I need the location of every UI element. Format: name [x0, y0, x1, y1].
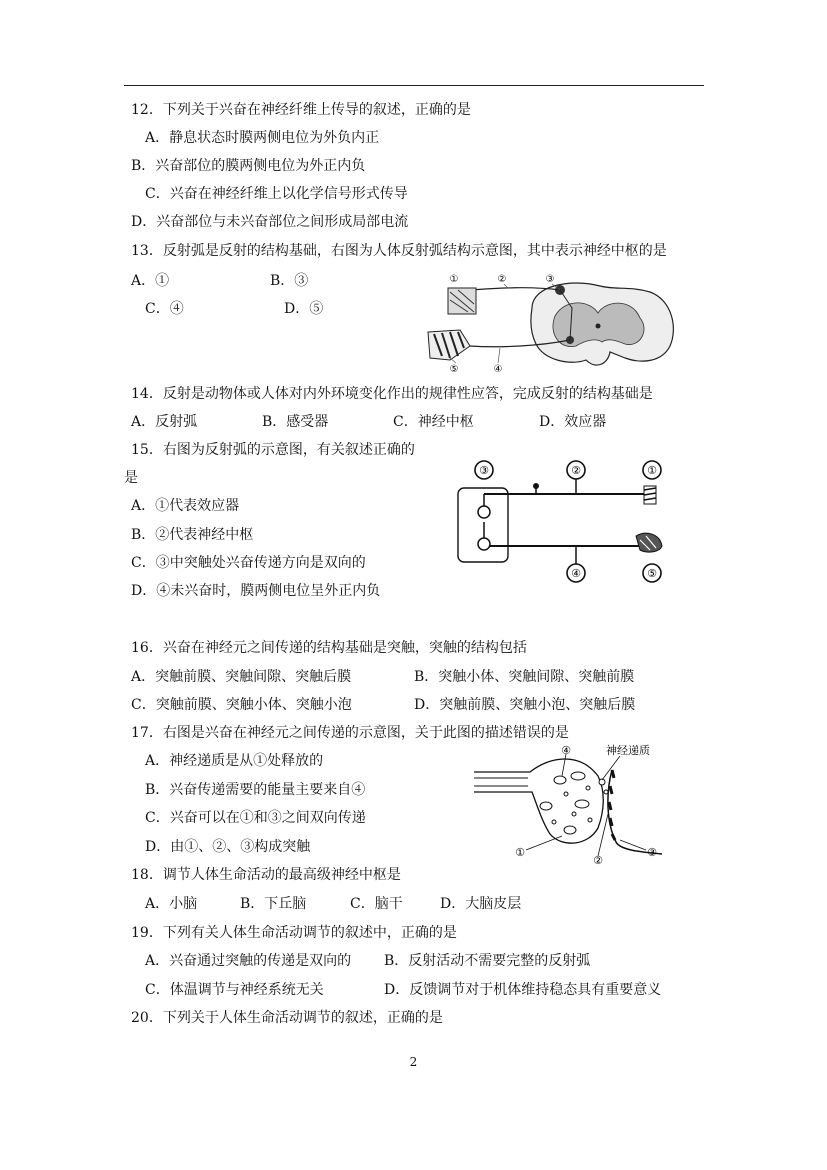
- fig17-label-3: ③: [647, 846, 657, 859]
- fig15-label-5: ⑤: [647, 567, 657, 580]
- fig17-label-neurotransmitter: 神经递质: [606, 744, 650, 757]
- fig13-label-4: ④: [493, 364, 503, 375]
- reflex-arc-schematic-figure: [450, 460, 675, 585]
- q18-option-c: C．脑干: [350, 896, 403, 912]
- header-rule: [124, 85, 704, 86]
- q12-option-d: D．兴奋部位与未兴奋部位之间形成局部电流: [131, 214, 409, 230]
- fig13-label-5: ⑤: [449, 364, 459, 375]
- q16-stem: 16．兴奋在神经元之间传递的结构基础是突触，突触的结构包括: [131, 640, 527, 656]
- q19-option-c: C．体温调节与神经系统无关: [145, 982, 324, 998]
- q13-stem: 13．反射弧是反射的结构基础，右图为人体反射弧结构示意图，其中表示神经中枢的是: [131, 243, 667, 259]
- q17-option-c: C．兴奋可以在①和③之间双向传递: [145, 810, 366, 826]
- fig15-label-3: ③: [479, 464, 489, 477]
- fig17-label-1: ①: [515, 846, 525, 859]
- q17-option-b: B．兴奋传递需要的能量主要来自④: [145, 782, 366, 798]
- q17-option-a: A．神经递质是从①处释放的: [145, 753, 324, 769]
- q12-option-b: B．兴奋部位的膜两侧电位为外正内负: [131, 158, 366, 174]
- q15-option-d: D．④未兴奋时，膜两侧电位呈外正内负: [131, 583, 381, 599]
- q18-option-a: A．小脑: [145, 896, 198, 912]
- reflex-arc-spinal-figure: [420, 268, 680, 383]
- synapse-figure: [470, 742, 670, 867]
- q16-option-d: D．突触前膜、突触小泡、突触后膜: [414, 697, 636, 713]
- fig13-label-3: ③: [545, 274, 555, 285]
- fig17-label-4: ④: [561, 744, 571, 757]
- q12-option-a: A．静息状态时膜两侧电位为外负内正: [145, 130, 380, 146]
- q14-option-b: B．感受器: [262, 414, 329, 430]
- q12-stem: 12．下列关于兴奋在神经纤维上传导的叙述，正确的是: [131, 102, 471, 118]
- q15-stem-line2: 是: [124, 470, 138, 486]
- q14-stem: 14．反射是动物体或人体对内外环境变化作出的规律性应答，完成反射的结构基础是: [131, 386, 653, 402]
- q17-stem: 17．右图是兴奋在神经元之间传递的示意图，关于此图的描述错误的是: [131, 725, 569, 741]
- q14-option-d: D．效应器: [539, 414, 607, 430]
- q12-option-c: C．兴奋在神经纤维上以化学信号形式传导: [145, 186, 408, 202]
- q14-option-a: A．反射弧: [131, 414, 198, 430]
- fig13-label-1: ①: [449, 274, 459, 285]
- q16-option-c: C．突触前膜、突触小体、突触小泡: [131, 697, 352, 713]
- q13-option-c: C．④: [145, 301, 184, 317]
- q14-option-c: C．神经中枢: [393, 414, 474, 430]
- q19-option-d: D．反馈调节对于机体维持稳态具有重要意义: [384, 982, 662, 998]
- q13-option-d: D．⑤: [284, 301, 324, 317]
- q17-option-d: D．由①、②、③构成突触: [145, 839, 311, 855]
- q15-option-a: A．①代表效应器: [131, 498, 240, 514]
- fig15-label-1: ①: [647, 464, 657, 477]
- q18-option-b: B．下丘脑: [240, 896, 307, 912]
- q13-option-b: B．③: [270, 273, 309, 289]
- q15-stem-line1: 15．右图为反射弧的示意图，有关叙述正确的: [131, 442, 415, 458]
- fig15-label-4: ④: [571, 567, 581, 580]
- q19-option-b: B．反射活动不需要完整的反射弧: [384, 953, 591, 969]
- q20-stem: 20．下列关于人体生命活动调节的叙述，正确的是: [131, 1010, 443, 1026]
- q16-option-b: B．突触小体、突触间隙、突触前膜: [414, 669, 635, 685]
- q16-option-a: A．突触前膜、突触间隙、突触后膜: [131, 669, 352, 685]
- q18-option-d: D．大脑皮层: [440, 896, 522, 912]
- q13-option-a: A．①: [131, 273, 170, 289]
- q18-stem: 18．调节人体生命活动的最高级神经中枢是: [131, 867, 401, 883]
- q15-option-c: C．③中突触处兴奋传递方向是双向的: [131, 555, 366, 571]
- q15-option-b: B．②代表神经中枢: [131, 527, 254, 543]
- fig17-label-2: ②: [593, 854, 603, 867]
- fig15-label-2: ②: [571, 464, 581, 477]
- fig13-label-2: ②: [497, 274, 507, 285]
- page-number: 2: [409, 1055, 418, 1069]
- q19-option-a: A．兴奋通过突触的传递是双向的: [145, 953, 352, 969]
- q19-stem: 19．下列有关人体生命活动调节的叙述中，正确的是: [131, 925, 457, 941]
